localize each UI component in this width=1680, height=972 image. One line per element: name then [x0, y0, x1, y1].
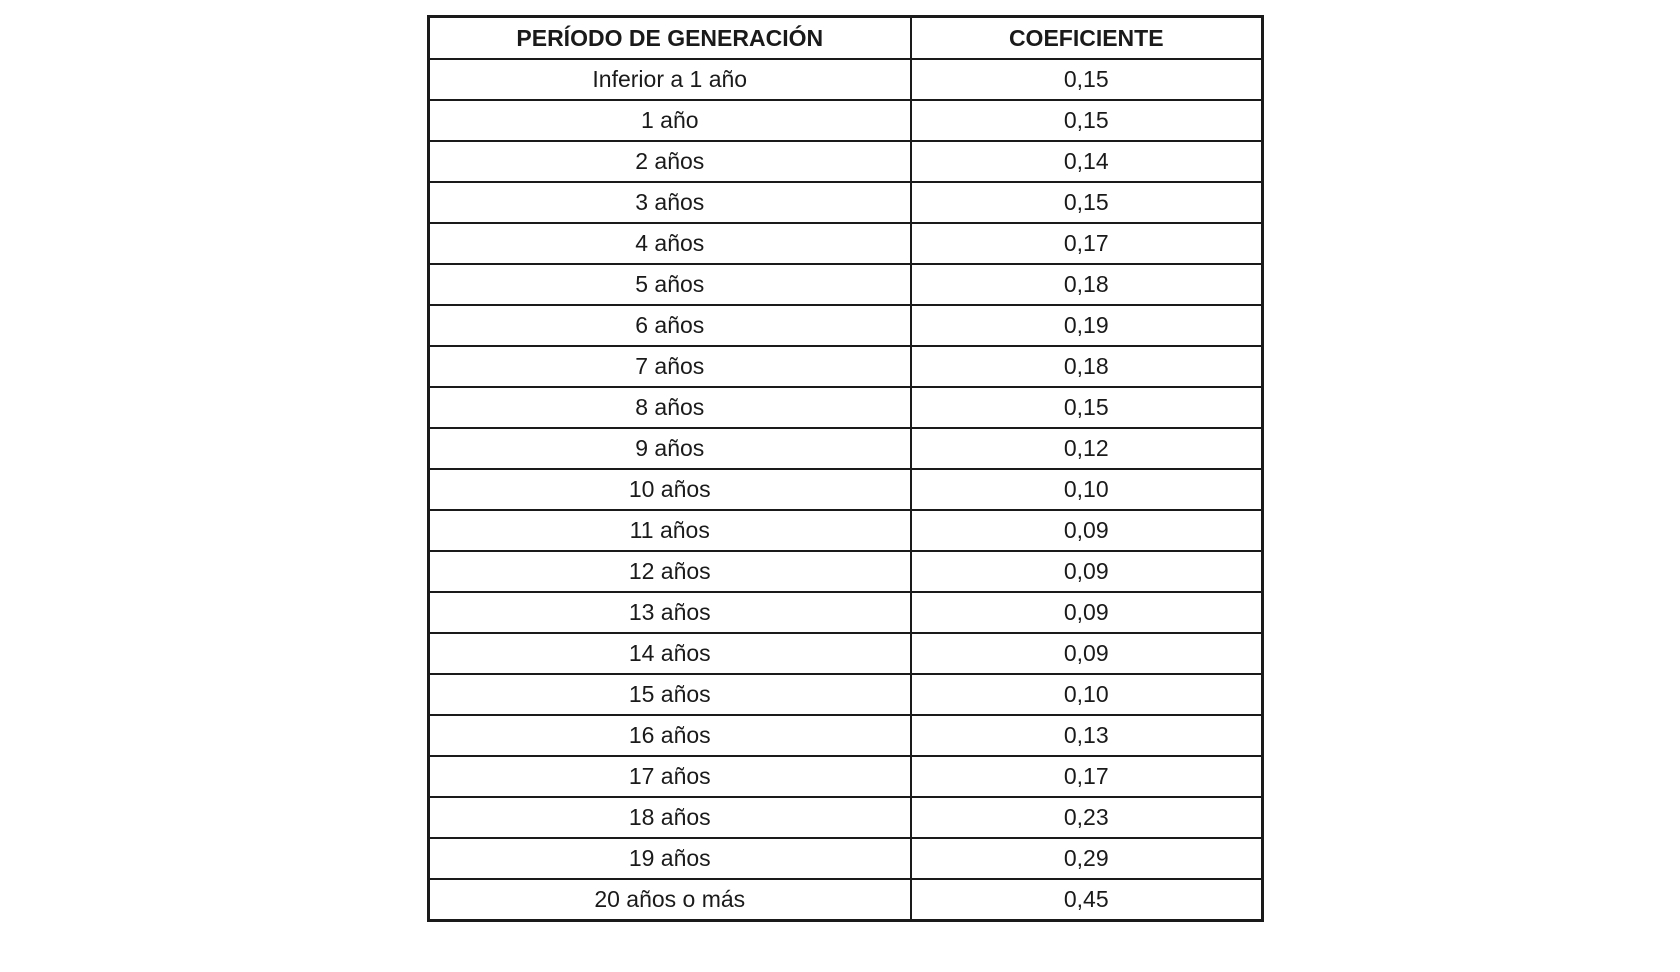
period-cell: 11 años: [429, 510, 911, 551]
table-row: [429, 59, 1263, 100]
coefficient-cell: 0,18: [911, 346, 1263, 387]
header-coefficient: COEFICIENTE: [911, 17, 1263, 60]
period-cell: 4 años: [429, 223, 911, 264]
table-row: [429, 674, 1263, 715]
period-cell: 9 años: [429, 428, 911, 469]
table-row: [429, 838, 1263, 879]
period-cell: 7 años: [429, 346, 911, 387]
period-cell: 8 años: [429, 387, 911, 428]
table-body: [429, 59, 1263, 921]
period-cell: 3 años: [429, 182, 911, 223]
table-row: [429, 469, 1263, 510]
table-row: [429, 592, 1263, 633]
coefficient-cell: 0,10: [911, 469, 1263, 510]
table-row: [429, 264, 1263, 305]
coefficient-cell: 0,15: [911, 100, 1263, 141]
coefficient-cell: 0,10: [911, 674, 1263, 715]
coefficient-cell: 0,29: [911, 838, 1263, 879]
coefficient-cell: 0,12: [911, 428, 1263, 469]
coefficient-cell: 0,13: [911, 715, 1263, 756]
coefficient-cell: 0,14: [911, 141, 1263, 182]
table-row: [429, 715, 1263, 756]
period-cell: 5 años: [429, 264, 911, 305]
table-row: [429, 510, 1263, 551]
table-row: [429, 182, 1263, 223]
period-cell: 19 años: [429, 838, 911, 879]
period-cell: 12 años: [429, 551, 911, 592]
table-row: [429, 428, 1263, 469]
coefficient-cell: 0,45: [911, 879, 1263, 921]
table-row: [429, 551, 1263, 592]
table-row: [429, 141, 1263, 182]
period-cell: 15 años: [429, 674, 911, 715]
table-row: [429, 633, 1263, 674]
table-row: [429, 223, 1263, 264]
period-cell: 13 años: [429, 592, 911, 633]
coefficient-cell: 0,15: [911, 59, 1263, 100]
period-cell: 6 años: [429, 305, 911, 346]
coefficient-cell: 0,09: [911, 592, 1263, 633]
coefficient-table-container: [427, 15, 1261, 922]
period-cell: 10 años: [429, 469, 911, 510]
period-cell: Inferior a 1 año: [429, 59, 911, 100]
coefficient-cell: 0,18: [911, 264, 1263, 305]
coefficient-cell: 0,09: [911, 633, 1263, 674]
table-row: [429, 387, 1263, 428]
table-row: [429, 756, 1263, 797]
period-cell: 14 años: [429, 633, 911, 674]
header-row: [429, 17, 1263, 60]
period-cell: 1 año: [429, 100, 911, 141]
coefficient-cell: 0,09: [911, 510, 1263, 551]
coefficient-table: [427, 15, 1264, 922]
coefficient-cell: 0,15: [911, 387, 1263, 428]
table-header: [429, 17, 1263, 60]
table-row: [429, 346, 1263, 387]
table-row: [429, 797, 1263, 838]
coefficient-cell: 0,09: [911, 551, 1263, 592]
table-row: [429, 100, 1263, 141]
coefficient-cell: 0,17: [911, 223, 1263, 264]
coefficient-cell: 0,15: [911, 182, 1263, 223]
period-cell: 20 años o más: [429, 879, 911, 921]
period-cell: 16 años: [429, 715, 911, 756]
coefficient-cell: 0,23: [911, 797, 1263, 838]
coefficient-cell: 0,19: [911, 305, 1263, 346]
period-cell: 2 años: [429, 141, 911, 182]
table-row: [429, 879, 1263, 921]
table-row: [429, 305, 1263, 346]
period-cell: 18 años: [429, 797, 911, 838]
period-cell: 17 años: [429, 756, 911, 797]
coefficient-cell: 0,17: [911, 756, 1263, 797]
header-period: PERÍODO DE GENERACIÓN: [429, 17, 911, 60]
